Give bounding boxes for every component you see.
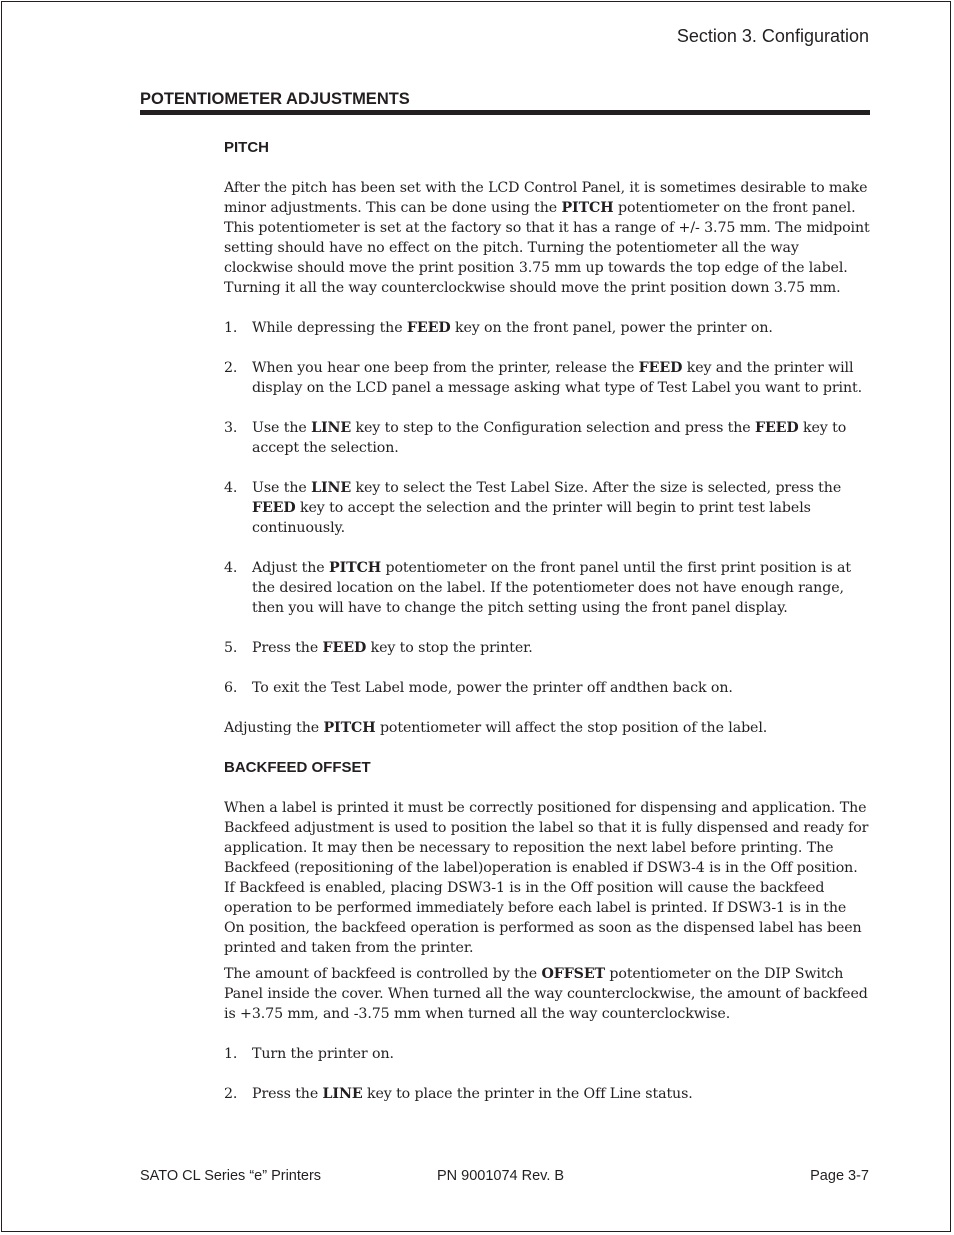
footer-part-number: PN 9001074 Rev. B xyxy=(437,1168,565,1184)
list-item: 2. When you hear one beep from the printer, release the FEED key and the printer will display on the LCD panel a message asking what type of Test Label you want to print. xyxy=(224,360,863,396)
main-content xyxy=(224,138,870,1104)
list-item: 1. Turn the printer on. xyxy=(224,1046,394,1062)
list-item: 4. Adjust the PITCH potentiometer on the front panel until the first print position is at the desired location on the label. If the potentiometer does not have enough range, then you will have to change the pitch setting using the front panel display. xyxy=(224,560,851,616)
list-item: 5. Press the FEED key to stop the printer. xyxy=(224,640,533,656)
pitch-closing: Adjusting the PITCH potentiometer will affect the stop position of the label. xyxy=(224,720,768,736)
pitch-heading: PITCH xyxy=(224,139,269,156)
section-header: Section 3. Configuration xyxy=(676,26,869,46)
backfeed-paragraph: When a label is printed it must be correctly positioned for dispensing and application. The Backfeed adjustment is used to position the label so that it is fully dispensed and ready for application. It may then be necessary to reposition the next label before printing. The Backfeed (repositioning of the label)operation is enabled if DSW3-4 is in the Off position. If Backfeed is enabled, placing DSW3-1 is in the Off position will cause the backfeed operation to be performed immediately before each label is printed. If DSW3-1 is in the On position, the backfeed operation is performed as soon as the dispensed label has been printed and taken from the printer. xyxy=(224,800,869,956)
backfeed-heading: BACKFEED OFFSET xyxy=(224,759,371,776)
list-item: 4. Use the LINE key to select the Test Label Size. After the size is selected, press the FEED key to accept the selection and the printer will begin to print test labels continuously. xyxy=(224,480,842,536)
title-rule xyxy=(140,110,870,115)
backfeed-amount-paragraph: The amount of backfeed is controlled by the OFFSET potentiometer on the DIP Switch Panel inside the cover. When turned all the way counterclockwise, the amount of backfeed is +3.75 mm, and -3.75 mm when turned all the way counterclockwise. xyxy=(224,966,868,1022)
list-item: 3. Use the LINE key to step to the Configuration selection and press the FEED key to accept the selection. xyxy=(224,420,847,456)
footer-product: SATO CL Series “e” Printers xyxy=(140,1168,322,1184)
list-item: 6. To exit the Test Label mode, power the printer off andthen back on. xyxy=(224,680,733,696)
page-title: POTENTIOMETER ADJUSTMENTS xyxy=(140,90,410,108)
pitch-intro: After the pitch has been set with the LCD Control Panel, it is sometimes desirable to make minor adjustments. This can be done using the PITCH potentiometer on the front panel. This potentiometer is set at the factory so that it has a range of +/- 3.75 mm. The midpoint setting should have no effect on the pitch. Turning the potentiometer all the way clockwise should move the print position 3.75 mm up towards the top edge of the label. Turning it all the way counterclockwise should move the print position down 3.75 mm. xyxy=(224,180,870,296)
list-item: 1. While depressing the FEED key on the front panel, power the printer on. xyxy=(224,320,773,336)
list-item: 2. Press the LINE key to place the printer in the Off Line status. xyxy=(224,1086,693,1102)
footer-page-number: Page 3-7 xyxy=(810,1168,869,1184)
